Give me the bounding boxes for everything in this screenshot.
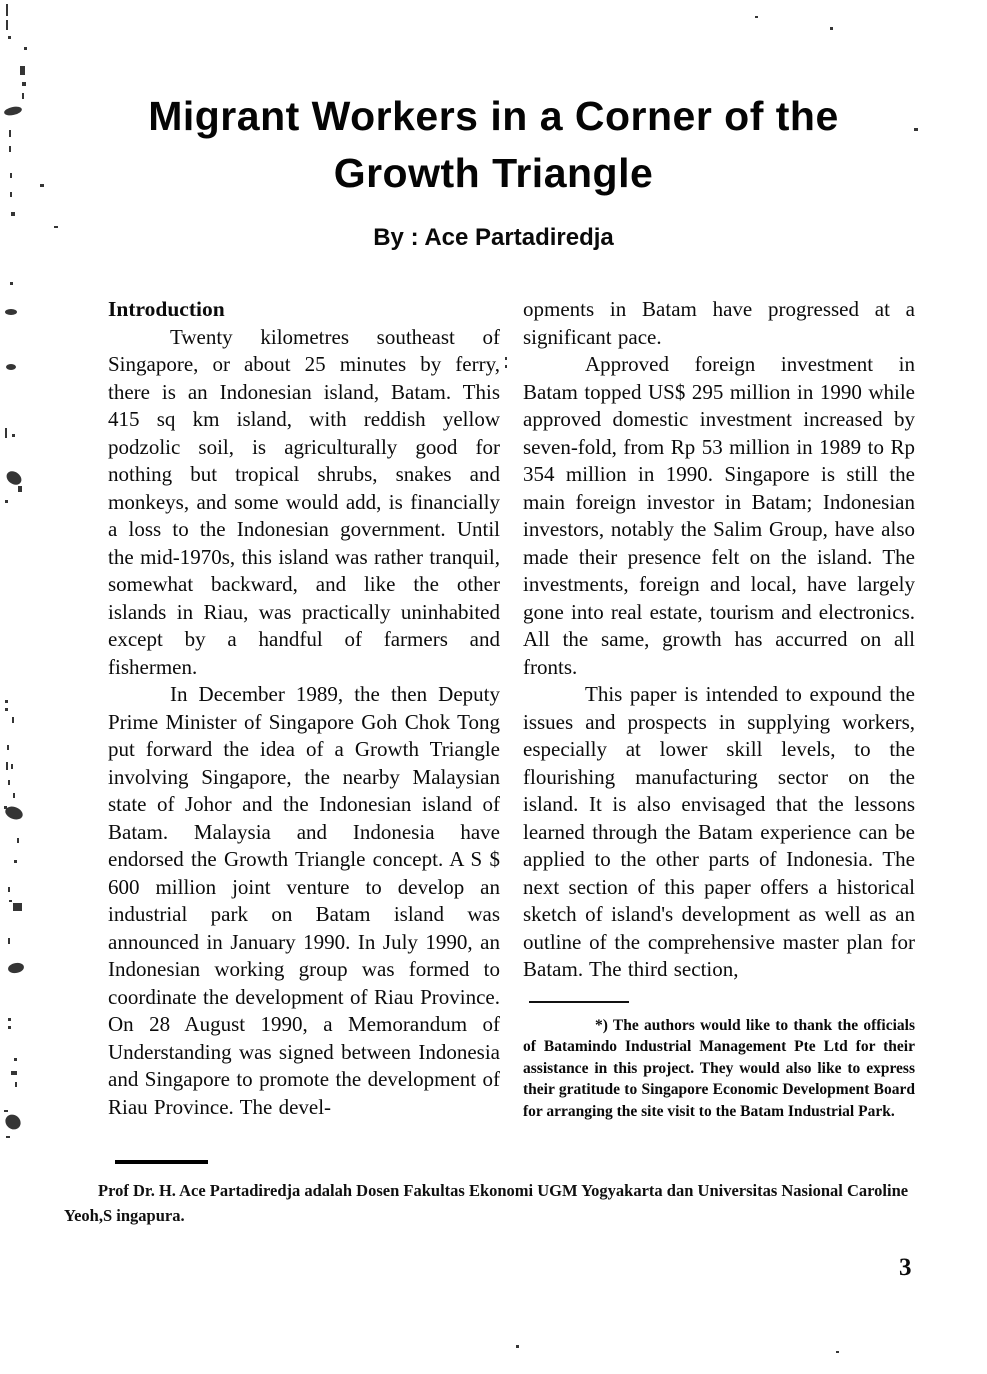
paragraph: In December 1989, the then Deputy Prime Minister of Singapore Goh Chok Tong put forward the idea of a Growth Triangle involving Singapore, the nearby Malaysian state of Johor and the Indonesian island of Batam. Malaysia and Indonesia have endorsed the Growth Triangle concept. A S $ 600 million joint venture to develop an industrial park on Batam island was announced in January 1990. In July 1990, an Indonesian working group was formed to coordinate the development of Riau Province. On 28 August 1990, a Memorandum of Understanding was signed between Indonesia and Singapore to promote the development of Riau Province. The devel- [108,682,500,1119]
footer-divider [115,1160,208,1164]
paragraph: This paper is intended to expound the issues and prospects in supplying workers, especially at lower skill levels, to the flourishing manufacturing sector on the island. It is also envisaged that the lessons learned through the Batam experience can be applied to the other parts of Indonesia. The next section of this paper offers a historical sketch of island's development as well as an outline of the comprehensive master plan for Batam. The third section, [523,682,915,981]
page-title-line2: Growth Triangle [333,150,654,196]
author-affiliation-note: Prof Dr. H. Ace Partadiredja adalah Dosen Fakultas Ekonomi UGM Yogyakarta dan Universitas Nasional Caroline Yeoh,S ingapura. [64,1181,909,1225]
footnote: *) The authors would like to thank the officials of Batamindo Industrial Management Pte Ltd for their assistance in this project. They would also like to express their gratitude to Singapore Economic Development Board for arranging the site visit to the Batam Industrial Park. [523,1016,915,1120]
paragraph-continuation: opments in Batam have progressed at a significant pace. [523,297,915,349]
paragraph: Approved foreign investment in Batam topped US$ 295 million in 1990 while approved domestic investment increased by seven-fold, from Rp 53 million in 1989 to Rp 354 million in 1990. Singapore is still the main foreign investor in Batam; Indonesian investors, notably the Salim Group, have also made their presence felt on the island. The investments, foreign and local, have largely gone into real estate, tourism and electronics. All the same, growth has accurred on all fronts. [523,352,915,679]
page-title [40,88,947,202]
two-column-body [108,296,987,1122]
left-column [108,296,500,1122]
page-number: 3 [899,1254,912,1281]
footnote-divider [529,1001,629,1003]
byline: By : Ace Partadiredja [373,224,614,251]
right-column [523,296,915,1122]
page-title-line1: Migrant Workers in a Corner of the [148,93,839,139]
paragraph: Twenty kilometres southeast of Singapore, or about 25 minutes by ferry, there is an Indonesian island, Batam. This 415 sq km island, with reddish yellow podzolic soil, is agriculturally good for nothing but tropical shrubs, snakes and monkeys, and some would add, is financially a loss to the Indonesian government. Until the mid-1970s, this island was rather tranquil, somewhat backward, and like the other islands in Riau, was practically uninhabited except by a handful of farmers and fishermen. [108,324,500,679]
section-heading-introduction: Introduction [108,297,225,321]
